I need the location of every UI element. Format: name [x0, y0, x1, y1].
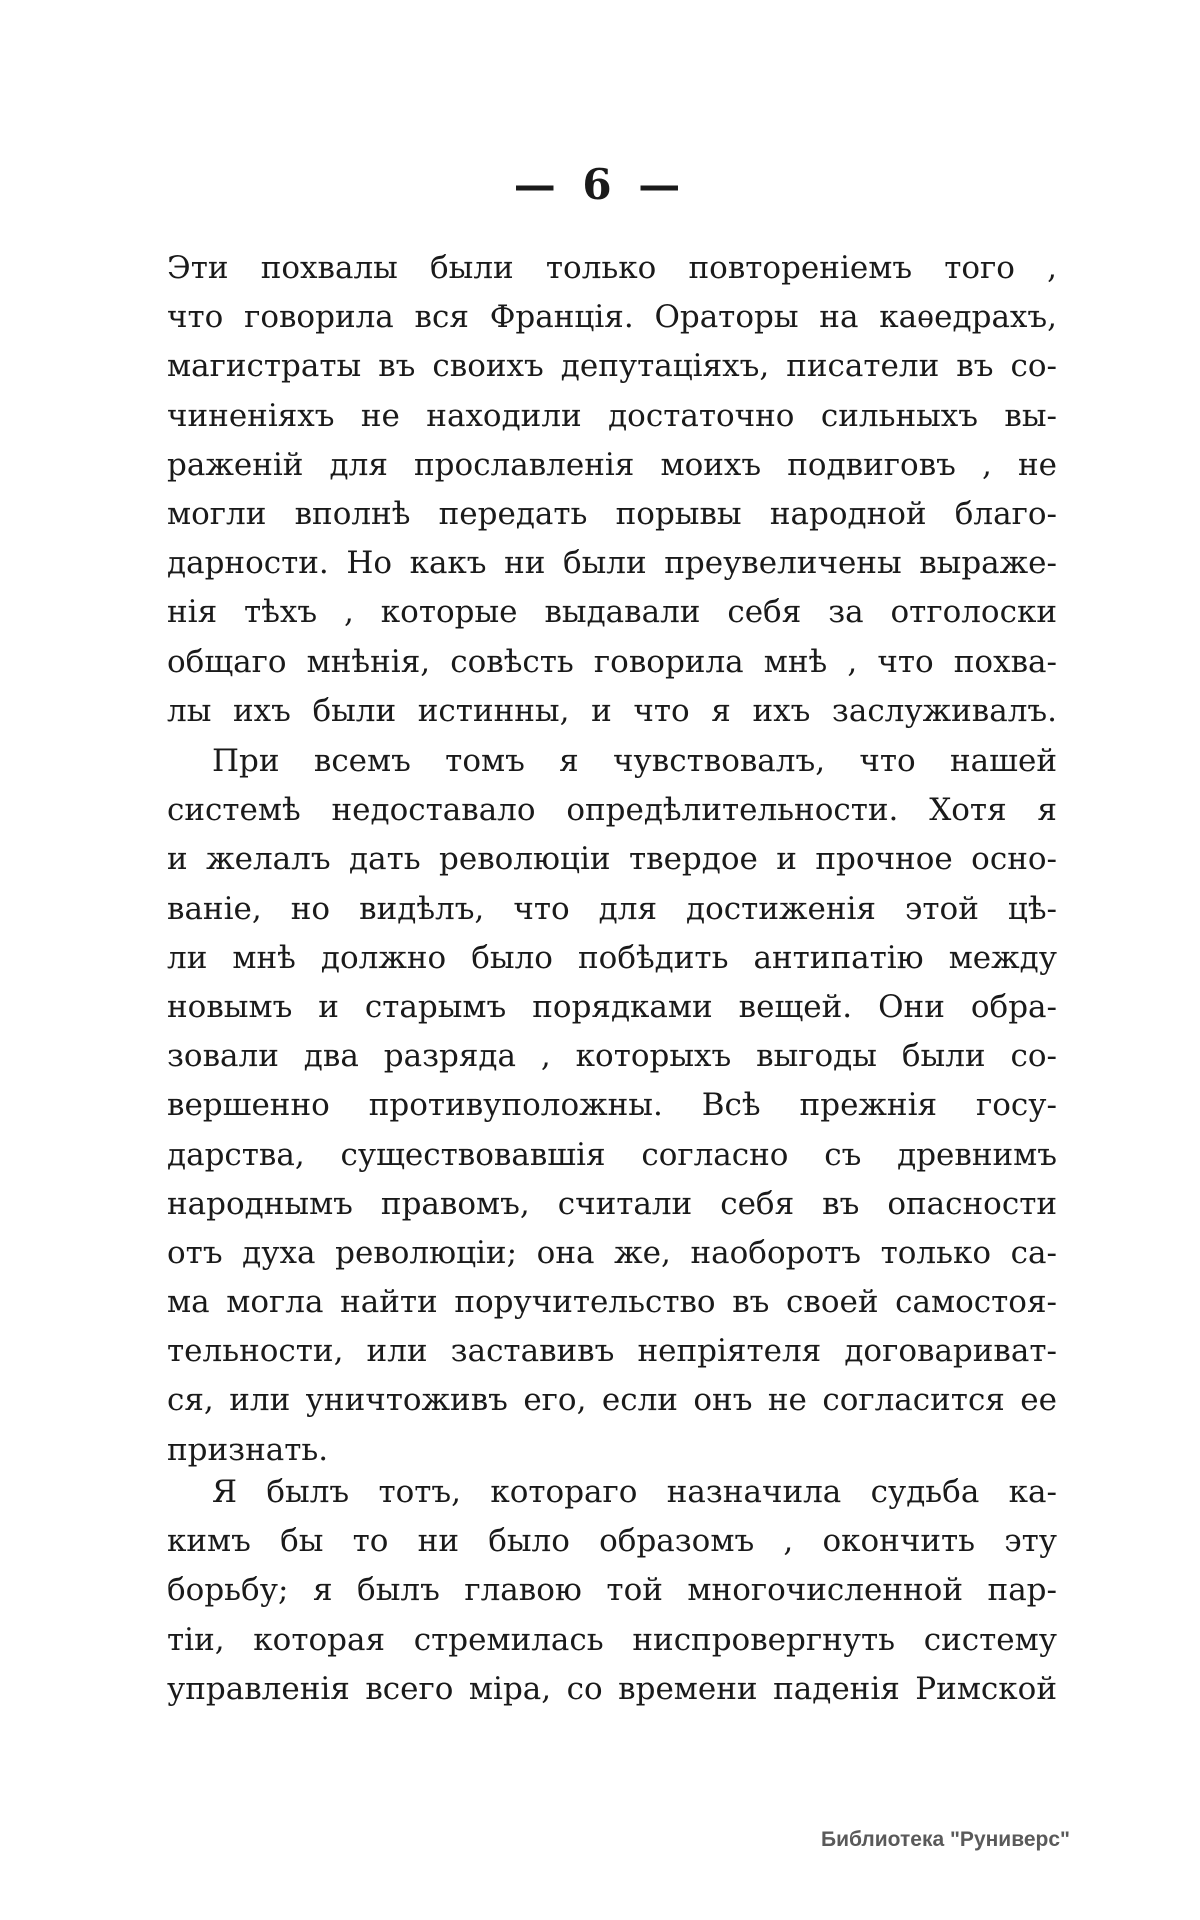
- text-line: что говорила вся Франція. Ораторы на каѳедрахъ,: [167, 299, 1057, 336]
- text-line: признать.: [167, 1431, 329, 1468]
- library-watermark: Библиотека "Руниверс": [820, 1828, 1070, 1851]
- text-line: лы ихъ были истинны, и что я ихъ заслуживалъ.: [167, 692, 1057, 729]
- text-line: ся, или уничтоживъ его, если онъ не согласится ее: [167, 1382, 1057, 1419]
- text-line: народнымъ правомъ, считали себя въ опасности: [167, 1185, 1057, 1222]
- text-line: ли мнѣ должно было побѣдить антипатію между: [167, 939, 1057, 976]
- text-line: раженій для прославленія моихъ подвиговъ , не: [167, 446, 1057, 483]
- text-line: ма могла найти поручительство въ своей самостоя-: [167, 1284, 1057, 1321]
- text-line: дарства, существовавшія согласно съ древнимъ: [167, 1136, 1057, 1173]
- text-line: тіи, которая стремилась ниспровергнуть систему: [167, 1621, 1057, 1658]
- paragraph-3: [167, 1468, 1057, 1714]
- paragraph-1: [167, 244, 1057, 736]
- text-line: кимъ бы то ни было образомъ , окончить эту: [167, 1523, 1057, 1560]
- text-line: системѣ недоставало опредѣлительности. Хотя я: [167, 792, 1057, 829]
- text-line: При всемъ томъ я чувствовалъ, что нашей: [212, 743, 1057, 779]
- text-line: могли вполнѣ передать порывы народной благо-: [167, 495, 1057, 532]
- text-line: зовали два разряда , которыхъ выгоды были со-: [167, 1038, 1057, 1075]
- text-line: вершенно противуположны. Всѣ прежнія госу-: [167, 1087, 1057, 1124]
- text-line: Эти похвалы были только повтореніемъ того ,: [167, 250, 1057, 286]
- text-line: Я былъ тотъ, котораго назначила судьба ка-: [212, 1474, 1057, 1510]
- text-line: борьбу; я былъ главою той многочисленной пар-: [167, 1572, 1057, 1609]
- text-line: магистраты въ своихъ депутаціяхъ, писатели въ со-: [167, 348, 1057, 385]
- page-number: — 6 —: [513, 160, 687, 209]
- text-line: чиненіяхъ не находили достаточно сильныхъ вы-: [167, 397, 1057, 434]
- text-line: отъ духа революціи; она же, наоборотъ только са-: [167, 1234, 1057, 1271]
- text-line: и желалъ дать революціи твердое и прочное осно-: [167, 841, 1057, 878]
- text-line: управленія всего міра, со времени паденія Римской: [167, 1670, 1057, 1707]
- text-line: дарности. Но какъ ни были преувеличены выраже-: [167, 545, 1057, 582]
- text-line: общаго мнѣнія, совѣсть говорила мнѣ , что похва-: [167, 643, 1057, 680]
- paragraph-2: [167, 737, 1057, 1475]
- text-line: ваніе, но видѣлъ, что для достиженія этой цѣ-: [167, 890, 1057, 927]
- text-line: тельности, или заставивъ непріятеля договариват-: [167, 1333, 1057, 1370]
- text-line: нія тѣхъ , которые выдавали себя за отголоски: [167, 594, 1057, 631]
- text-line: новымъ и старымъ порядками вещей. Они обра-: [167, 988, 1057, 1025]
